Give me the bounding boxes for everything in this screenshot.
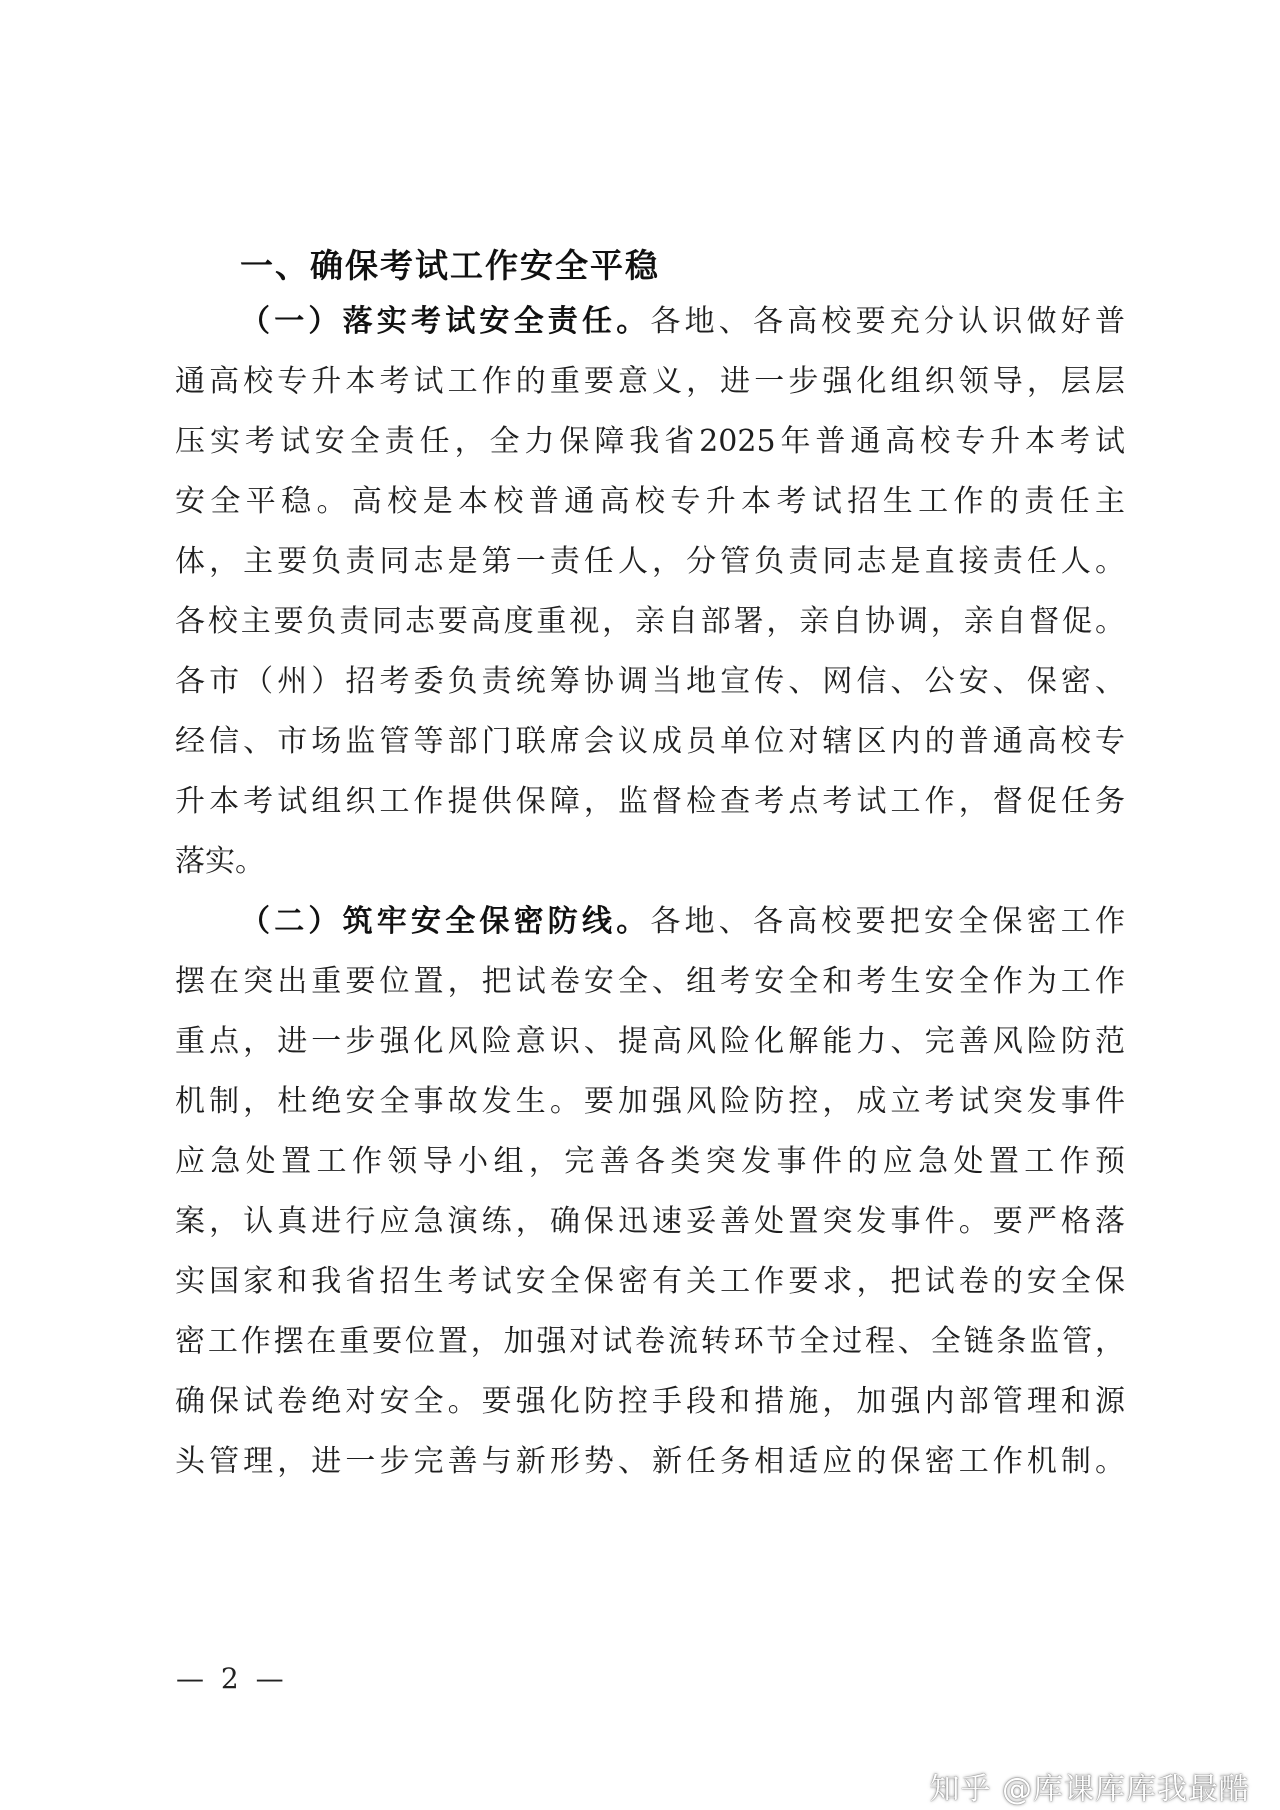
- paragraph-2-line: 应急处置工作领导小组，完善各类突发事件的应急处置工作预: [175, 1144, 1125, 1179]
- paragraph-1-line: 通高校专升本考试工作的重要意义，进一步强化组织领导，层层: [175, 364, 1125, 399]
- paragraph-1-line: 安全平稳。高校是本校普通高校专升本考试招生工作的责任主: [175, 484, 1125, 519]
- page-number: — 2 —: [176, 1662, 288, 1695]
- watermark: 知乎 @库课库库我最酷: [929, 1772, 1250, 1807]
- paragraph-1-line: 压实考试安全责任，全力保障我省2025年普通高校专升本考试: [175, 424, 1125, 459]
- paragraph-1-lead: （一）落实考试安全责任。: [240, 304, 651, 339]
- paragraph-1-line-1: [240, 302, 1125, 342]
- paragraph-1-line-1-text: 各地、各高校要充分认识做好普: [650, 304, 1126, 339]
- paragraph-2-line: 案，认真进行应急演练，确保迅速妥善处置突发事件。要严格落: [175, 1204, 1125, 1239]
- paragraph-2-line: 头管理，进一步完善与新形势、新任务相适应的保密工作机制。: [175, 1444, 1125, 1479]
- paragraph-1-line: 经信、市场监管等部门联席会议成员单位对辖区内的普通高校专: [175, 724, 1125, 759]
- paragraph-2-lead: （二）筑牢安全保密防线。: [240, 904, 651, 939]
- paragraph-2-line: 确保试卷绝对安全。要强化防控手段和措施，加强内部管理和源: [175, 1384, 1125, 1419]
- paragraph-2-line: 摆在突出重要位置，把试卷安全、组考安全和考生安全作为工作: [175, 964, 1125, 999]
- paragraph-1-line: 各市（州）招考委负责统筹协调当地宣传、网信、公安、保密、: [175, 664, 1125, 699]
- paragraph-2-line-1: [240, 902, 1125, 942]
- paragraph-2-line: 重点，进一步强化风险意识、提高风险化解能力、完善风险防范: [175, 1024, 1125, 1059]
- paragraph-2-line: 机制，杜绝安全事故发生。要加强风险防控，成立考试突发事件: [175, 1084, 1125, 1119]
- paragraph-1-line: 升本考试组织工作提供保障，监督检查考点考试工作，督促任务: [175, 784, 1125, 819]
- paragraph-1-line: 各校主要负责同志要高度重视，亲自部署，亲自协调，亲自督促。: [175, 604, 1125, 639]
- section-heading: 一、确保考试工作安全平稳: [240, 246, 660, 285]
- paragraph-1-line: 体，主要负责同志是第一责任人，分管负责同志是直接责任人。: [175, 544, 1125, 579]
- paragraph-1-line-last: 落实。: [175, 844, 265, 879]
- paragraph-2-line: 密工作摆在重要位置，加强对试卷流转环节全过程、全链条监管，: [175, 1324, 1125, 1359]
- paragraph-2-line: 实国家和我省招生考试安全保密有关工作要求，把试卷的安全保: [175, 1264, 1125, 1299]
- paragraph-2-line-1-text: 各地、各高校要把安全保密工作: [650, 904, 1126, 939]
